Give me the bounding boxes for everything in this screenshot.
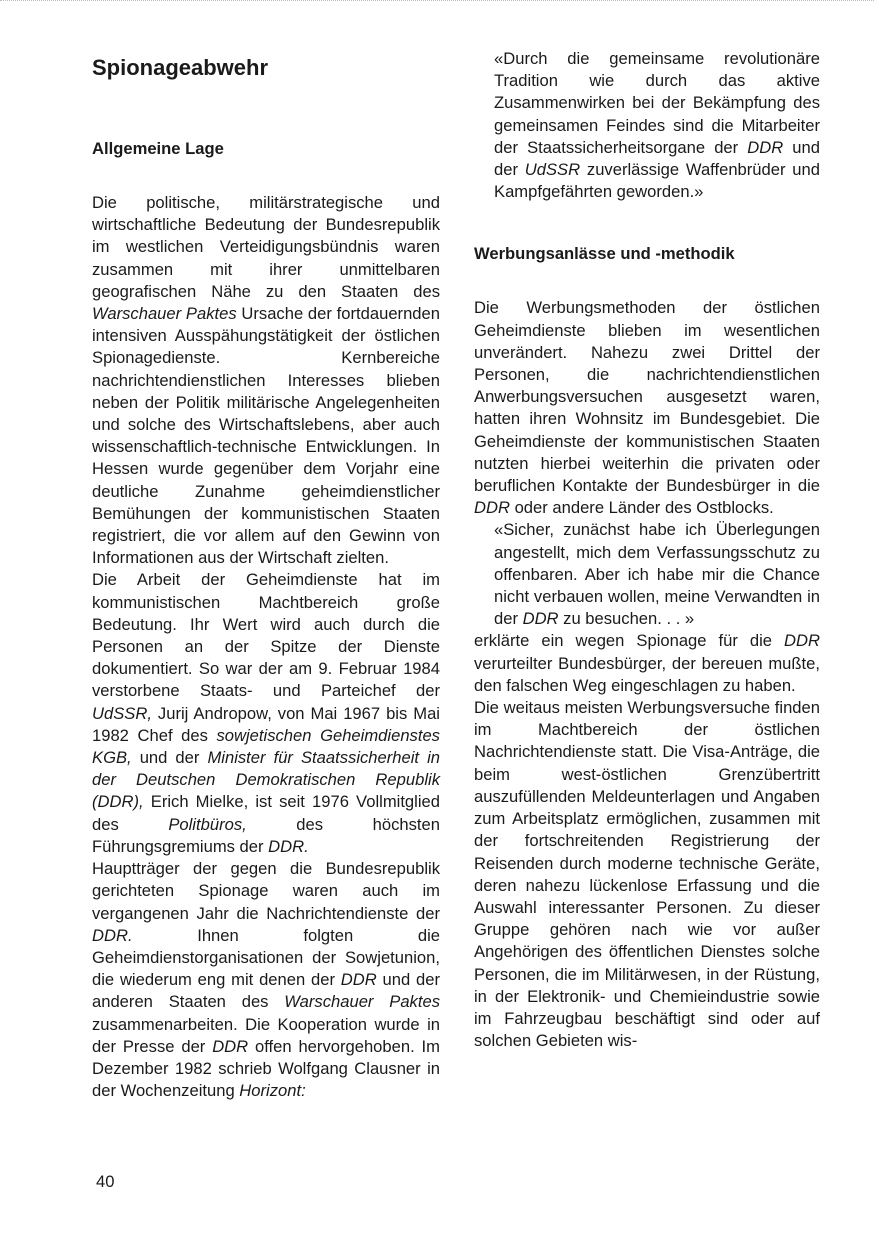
paragraph: Die Werbungsmethoden der östlichen Geheimdienste blieben im wesentlichen unverändert. Nahezu zwei Drittel der Personen, die nachrichtendienstlichen Anwerbungsversuchen ausgesetzt waren, hatten ihren Wohnsitz im Bundesgebiet. Die Geheimdienste der kommunistischen Staaten nutzten hierbei weiterhin die privaten oder beruflichen Kontakte der Bundesbürger in die DDR oder andere Länder des Ostblocks. <box>474 298 820 518</box>
page-title: Spionageabwehr <box>92 55 269 80</box>
paragraph: erklärte ein wegen Spionage für die DDR verurteilter Bundesbürger, der bereuen mußte, den falschen Weg eingeschlagen zu haben. <box>474 631 820 695</box>
page-number: 40 <box>96 1172 115 1191</box>
paragraph: Hauptträger der gegen die Bundesrepublik gerichteten Spionage waren auch im vergangenen Jahr die Nachrichtendienste der DDR. Ihnen folgten die Geheimdienstorganisationen der Sowjetunion, die wiederum eng mit denen der DDR und der anderen Staaten des Warschauer Paktes zusammenarbeiten. Die Kooperation wurde in der Presse der DDR offen hervorgehoben. Im Dezember 1982 schrieb Wolfgang Clausner in der Wochenzeitung Horizont: <box>92 859 441 1101</box>
quote-block: «Durch die gemeinsame revolutionäre Tradition wie durch das aktive Zusammenwirken bei der Bekämpfung des gemeinsamen Feindes sind die Mitarbeiter der Staatssicherheitsorgane der DDR und der UdSSR zuverlässige Waffenbrüder und Kampfgefährten geworden.» <box>494 49 820 202</box>
paragraph: Die Arbeit der Geheimdienste hat im kommunistischen Machtbereich große Bedeutung. Ihr Wert wird auch durch die Personen an der Spitze der Dienste dokumentiert. So war der am 9. Februar 1984 verstorbene Staats- und Parteichef der UdSSR, Jurij Andropow, von Mai 1967 bis Mai 1982 Chef des sowjetischen Geheimdienstes KGB, und der Minister für Staatssicherheit in der Deutschen Demokratischen Republik (DDR), Erich Mielke, ist seit 1976 Vollmitglied des Politbüros, des höchsten Führungsgremiums der DDR. <box>92 570 440 856</box>
right-column <box>474 48 820 1052</box>
paragraph: Die weitaus meisten Werbungsversuche finden im Machtbereich der östlichen Nachrichtendienste statt. Die Visa-Anträge, die beim west-östlichen Grenzübertritt auszufüllenden Meldeunterlagen und Angaben zum Arbeitsplatz ermöglichen, zusammen mit der fortschreitenden Registrierung der Reisenden durch moderne technische Geräte, deren nahezu lückenlose Erfassung und die Auswahl interessanter Personen. Zu dieser Gruppe gehören nach wie vor außer Angehörigen des öffentlichen Dienstes solche Personen, die im Militärwesen, in der Rüstung, in der Elektronik- und Chemieindustrie sowie im Fahrzeugbau beschäftigt sind oder auf solchen Gebieten wis- <box>474 698 820 1051</box>
left-column <box>92 48 440 1102</box>
quote-block: «Sicher, zunächst habe ich Überlegungen angestellt, mich dem Verfassungsschutz zu offenbaren. Aber ich habe mir die Chance nicht verbauen wollen, meine Verwandten in der DDR zu besuchen. . . » <box>494 520 820 629</box>
scan-edge <box>0 0 874 6</box>
section-heading-general: Allgemeine Lage <box>92 139 224 158</box>
section-heading-recruitment: Werbungsanlässe und -methodik <box>474 244 735 264</box>
paragraph: Die politische, militärstrategische und wirtschaftliche Bedeutung der Bundesrepublik im westlichen Verteidigungsbündnis waren zusammen mit ihrer unmittelbaren geografischen Nähe zu den Staaten des Warschauer Paktes Ursache der fortdauernden intensiven Ausspähungstätigkeit der östlichen Spionagedienste. Kernbereiche nachrichtendienstlichen Interesses blieben neben der Politik militärische Angelegenheiten und solche des Wirtschaftslebens, aber auch wissenschaftlich-technische Entwicklungen. In Hessen wurde gegenüber dem Vorjahr eine deutliche Zunahme geheimdienstlicher Bemühungen der kommunistischen Staaten registriert, die vor allem auf den Gewinn von Informationen aus der Wirtschaft zielten. <box>92 193 440 568</box>
